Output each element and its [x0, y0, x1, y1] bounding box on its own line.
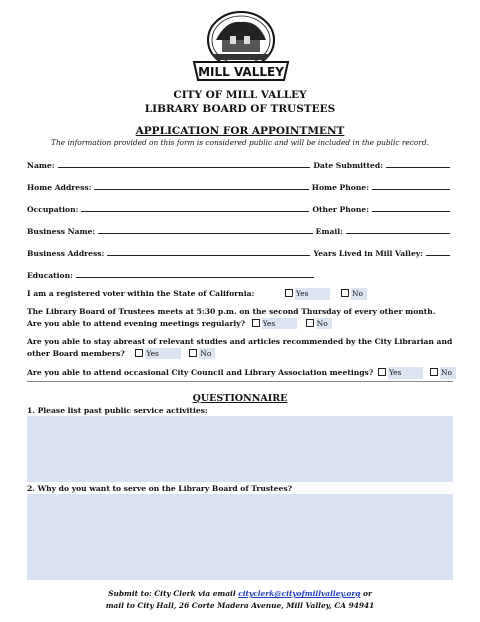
- checkbox-icon: [306, 319, 314, 327]
- question-1-label: 1. Please list past public service activities:: [27, 406, 208, 415]
- years-lived-label: Years Lived in Mill Valley:: [313, 249, 423, 258]
- other-phone-label: Other Phone:: [312, 205, 369, 214]
- business-address-row: [27, 246, 453, 258]
- home-address-row: [27, 180, 453, 192]
- home-address-label: Home Address:: [27, 183, 92, 192]
- abreast-question-line2: other Board members?: [27, 348, 125, 358]
- home-phone-field[interactable]: [372, 189, 450, 190]
- email-label: Email:: [315, 227, 343, 236]
- mill-valley-logo: [186, 10, 296, 84]
- education-row: [27, 268, 317, 280]
- council-yes-checkbox[interactable]: Yes: [378, 367, 423, 379]
- business-name-row: [27, 224, 453, 236]
- mailing-address: mail to City Hall, 26 Corte Madera Avenue, Mill Valley, CA 94941: [105, 600, 375, 610]
- submit-suffix: or: [360, 589, 372, 598]
- abreast-yes-checkbox[interactable]: Yes: [135, 348, 180, 360]
- business-address-field[interactable]: [107, 255, 310, 256]
- voter-yes-checkbox[interactable]: Yes: [285, 288, 330, 300]
- checkbox-icon: [430, 368, 438, 376]
- home-address-field[interactable]: [94, 189, 308, 190]
- name-row: [27, 158, 453, 170]
- council-no-checkbox[interactable]: No: [430, 367, 456, 379]
- question-2-label: 2. Why do you want to serve on the Library Board of Trustees?: [27, 484, 293, 493]
- occupation-field[interactable]: [81, 211, 309, 212]
- abreast-question: [27, 336, 457, 359]
- questionnaire-title: QUESTIONNAIRE: [192, 393, 288, 404]
- date-submitted-label: Date Submitted:: [313, 161, 383, 170]
- checkbox-icon: [189, 349, 197, 357]
- email-field[interactable]: [346, 233, 450, 234]
- meetings-no-checkbox[interactable]: No: [306, 318, 332, 330]
- meetings-question-text: Are you able to attend evening meetings regularly?: [27, 318, 246, 328]
- board-title: LIBRARY BOARD OF TRUSTEES: [144, 103, 336, 115]
- meetings-statement: The Library Board of Trustees meets at 5:30 p.m. on the second Thursday of every other month.: [27, 307, 436, 316]
- abreast-question-line1: Are you able to stay abreast of relevant studies and articles recommended by the City Librarian and: [27, 337, 453, 346]
- checkbox-icon: [341, 289, 349, 297]
- business-address-label: Business Address:: [27, 249, 105, 258]
- clerk-email-link[interactable]: cityclerk@cityofmillvalley.org: [238, 589, 361, 598]
- submit-prefix: Submit to: City Clerk via email: [108, 589, 239, 598]
- business-name-label: Business Name:: [27, 227, 96, 236]
- checkbox-icon: [252, 319, 260, 327]
- occupation-row: [27, 202, 453, 214]
- date-submitted-field[interactable]: [386, 167, 450, 168]
- section-divider: [27, 381, 453, 382]
- education-label: Education:: [27, 271, 73, 280]
- voter-question: [27, 288, 457, 300]
- question-1-answer[interactable]: [27, 416, 453, 482]
- education-field[interactable]: [76, 277, 314, 278]
- public-record-notice: The information provided on this form is considered public and will be included in the public record.: [51, 138, 429, 147]
- name-field[interactable]: [58, 167, 311, 168]
- meetings-yes-checkbox[interactable]: Yes: [252, 318, 297, 330]
- abreast-no-checkbox[interactable]: No: [189, 348, 215, 360]
- name-label: Name:: [27, 161, 55, 170]
- checkbox-icon: [378, 368, 386, 376]
- meetings-question: [27, 306, 457, 329]
- other-phone-field[interactable]: [372, 211, 450, 212]
- question-2-answer[interactable]: [27, 494, 453, 580]
- voter-question-text: I am a registered voter within the State of California:: [27, 289, 255, 298]
- occupation-label: Occupation:: [27, 205, 79, 214]
- council-question-text: Are you able to attend occasional City Council and Library Association meetings?: [27, 368, 374, 377]
- form-title: APPLICATION FOR APPOINTMENT: [135, 125, 345, 137]
- voter-no-checkbox[interactable]: No: [341, 288, 367, 300]
- logo-text: MILL VALLEY: [198, 65, 284, 79]
- checkbox-icon: [135, 349, 143, 357]
- checkbox-icon: [285, 289, 293, 297]
- years-lived-field[interactable]: [426, 255, 450, 256]
- submit-instructions: [0, 588, 480, 611]
- city-title: CITY OF MILL VALLEY: [173, 89, 307, 101]
- council-question: [27, 367, 457, 379]
- business-name-field[interactable]: [98, 233, 312, 234]
- home-phone-label: Home Phone:: [311, 183, 369, 192]
